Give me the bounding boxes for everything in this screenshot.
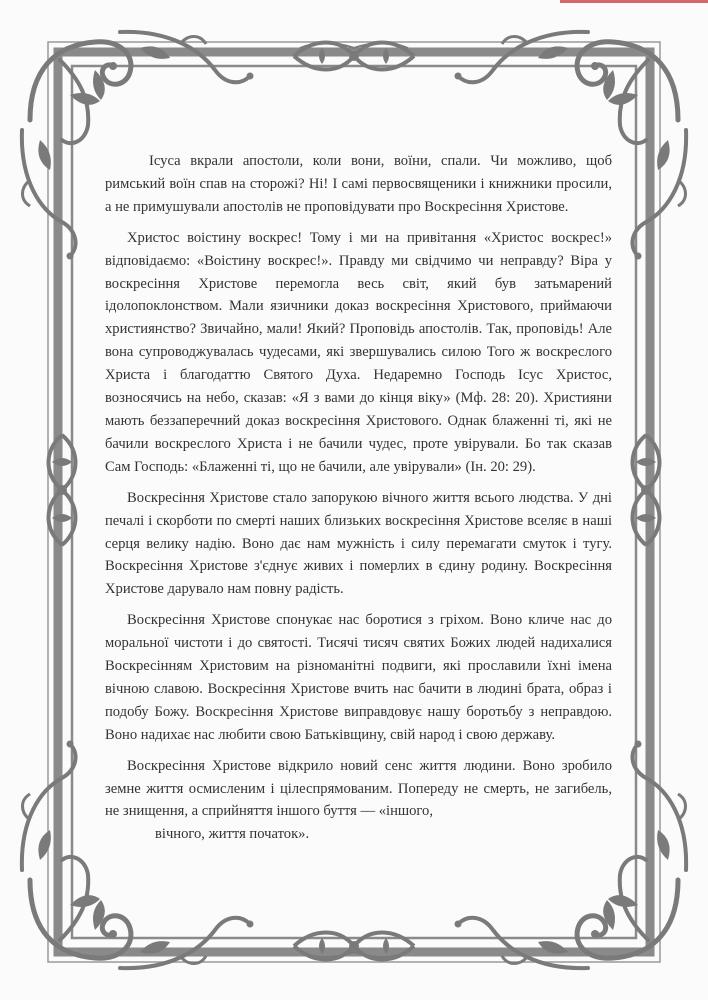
main-text <box>105 150 612 846</box>
paragraph: Христос воістину воскрес! Тому і ми на привітання «Христос воскрес!» відповідаємо: «Воістину воскрес!». Правду ми свідчимо чи неправду? Віра у воскресіння Христове перемогла весь світ, який був затьмарений ідолопоклонством. Мали язичники доказ воскресіння Христового, приймаючи християнство? Звичайно, мали! Який? Проповідь апостолів. Так, проповідь! Але вона супроводжувалась чудесами, які звершувались силою Того ж воскреслого Христа і благодаттю Святого Духа. Недаремно Господь Ісус Христос, возносячись на небо, сказав: «Я з вами до кінця віку» (Мф. 28: 20). Християни мають беззаперечний доказ воскресіння Христового. Однак блаженні ті, які не бачили воскреслого Христа і не бачили чудес, проте увірували. Бо так сказав Сам Господь: «Блаженні ті, що не бачили, але увірували» (Ін. 20: 29). <box>105 229 612 475</box>
paragraph-final-ending: вічного, життя початок». <box>155 826 310 843</box>
paragraph-final <box>105 755 612 847</box>
paragraph: Ісуса вкрали апостоли, коли вони, воїни, спали. Чи можливо, щоб римський воїн спав на сторожі? Ні! І самі первосвященики і книжники просили, а не примушували апостолів не проповідувати про Воскресіння Христове. <box>105 153 612 215</box>
paragraph-final-main: Воскресіння Христове відкрило новий сенс життя людини. Воно зробило земне життя осмисленим і цілеспрямованим. Попереду не смерть, не загибель, не знищення, а сприйняття іншого буття — «іншого, <box>105 757 612 820</box>
paragraph: Воскресіння Христове стало запорукою вічного життя всього людства. У дні печалі і скорботи по смерті наших близьких воскресіння Христове вселяє в наші серця велику надію. Воно дає нам мужність і силу перемагати смуток і тугу. Воскресіння Христове з'єднує живих і померлих в єдину родину. Воскресіння Христове дарувало нам повну радість. <box>105 489 612 598</box>
paragraph: Воскресіння Христове спонукає нас боротися з гріхом. Воно кличе нас до моральної чистоти і до святості. Тисячі тисяч святих Божих людей надихалися Воскресінням Христовим на різноманітні подвиги, які прославили їхні імена вічною славою. Воскресіння Христове вчить нас бачити в людині брата, образ і подобу Божу. Воскресіння Христове виправдовує нашу боротьбу з неправдою. Воно надихає нас любити свою Батьківщину, свій народ і свою державу. <box>105 612 612 743</box>
